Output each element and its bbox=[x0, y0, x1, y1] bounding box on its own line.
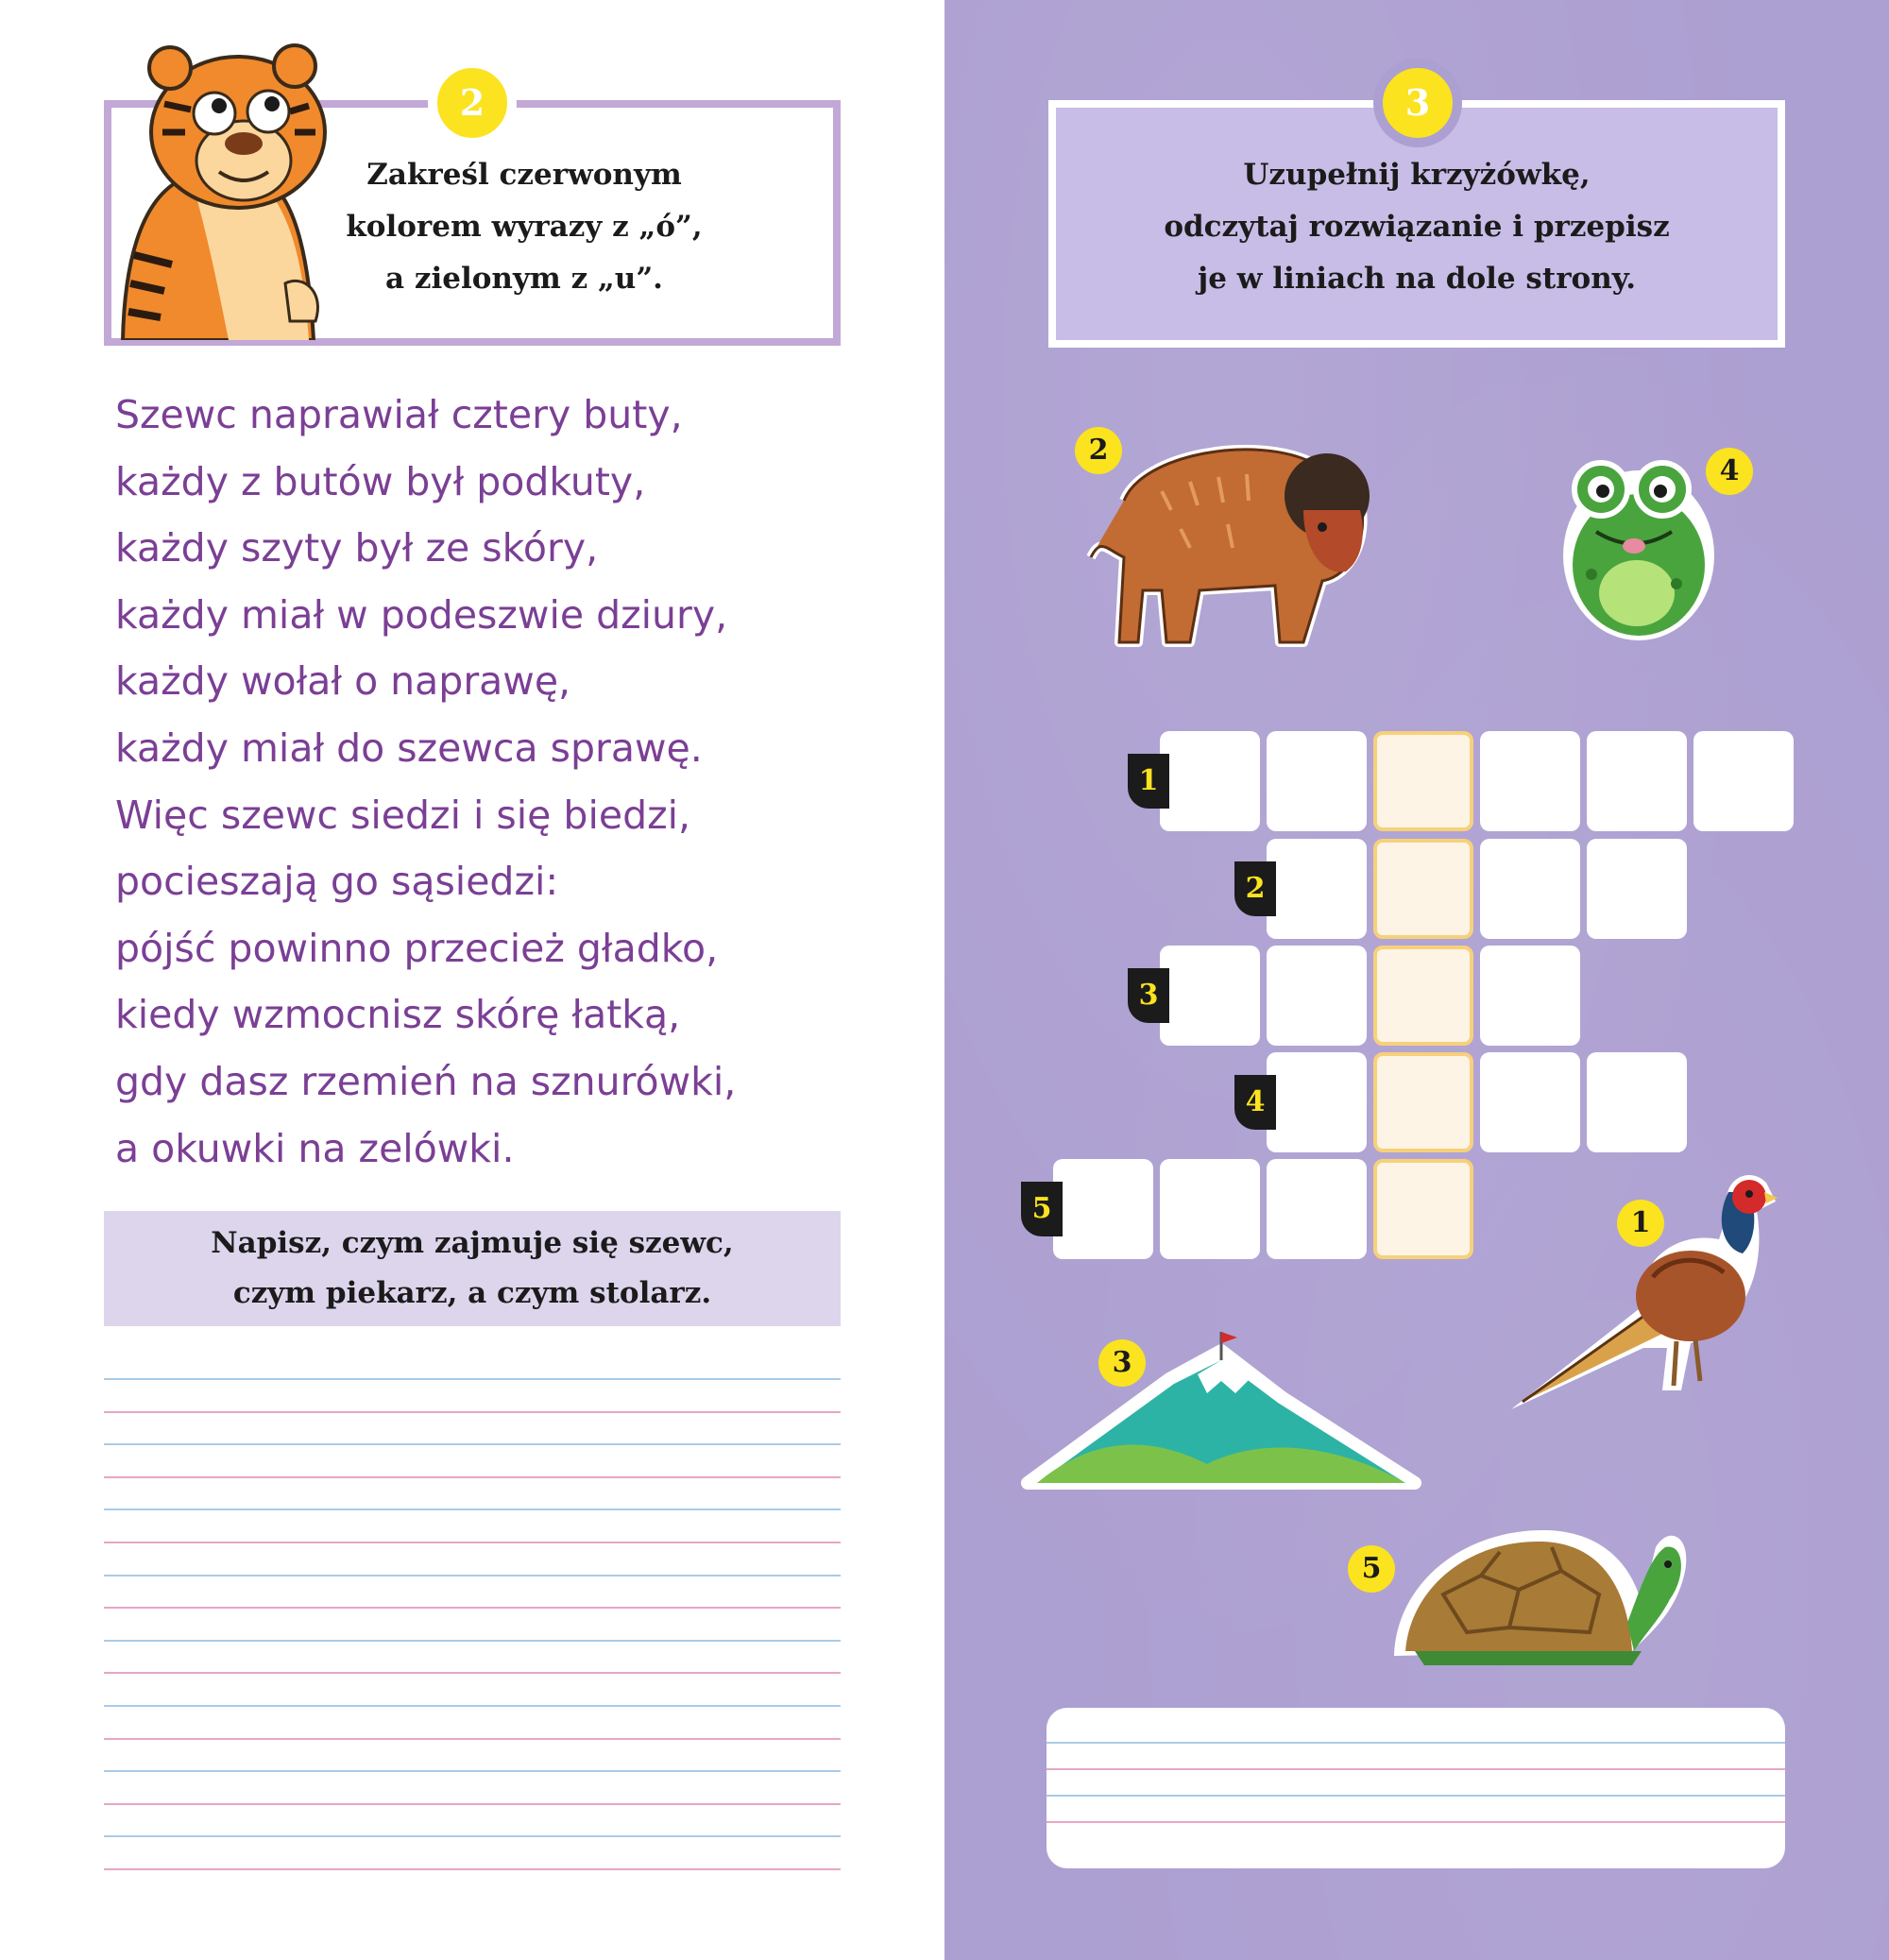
crossword-solution-cell[interactable] bbox=[1373, 1159, 1473, 1259]
writing-line bbox=[104, 1443, 841, 1445]
left-page bbox=[0, 0, 944, 1960]
crossword-cell[interactable] bbox=[1267, 731, 1367, 831]
writing-line bbox=[104, 1378, 841, 1380]
picture-number: 1 bbox=[1617, 1200, 1664, 1247]
writing-line bbox=[104, 1672, 841, 1674]
crossword-cell[interactable] bbox=[1267, 1159, 1367, 1259]
frog-icon bbox=[1554, 452, 1724, 650]
picture-number: 5 bbox=[1348, 1545, 1395, 1593]
poem-line: gdy dasz rzemień na sznurówki, bbox=[115, 1058, 737, 1104]
mountain-icon bbox=[1018, 1322, 1424, 1502]
crossword-cell[interactable] bbox=[1267, 839, 1367, 939]
crossword-cell[interactable] bbox=[1160, 1159, 1260, 1259]
crossword-cell[interactable] bbox=[1480, 946, 1580, 1046]
crossword-row-number: 1 bbox=[1128, 754, 1169, 809]
instruction-line: je w liniach na dole strony. bbox=[1197, 262, 1636, 296]
poem-line: pocieszają go sąsiedzi: bbox=[115, 859, 559, 905]
right-page bbox=[944, 0, 1889, 1960]
writing-line bbox=[104, 1411, 841, 1413]
answer-line bbox=[1047, 1742, 1785, 1744]
exercise-number-badge: 3 bbox=[1373, 59, 1462, 147]
writing-line bbox=[104, 1640, 841, 1642]
crossword-solution-cell[interactable] bbox=[1373, 1052, 1473, 1152]
writing-line bbox=[104, 1508, 841, 1510]
poem-line: Szewc naprawiał cztery buty, bbox=[115, 392, 683, 437]
poem-line: każdy miał do szewca sprawę. bbox=[115, 724, 703, 771]
writing-line bbox=[104, 1835, 841, 1837]
crossword-row-number: 2 bbox=[1234, 861, 1276, 916]
writing-line bbox=[104, 1476, 841, 1478]
poem-line: kiedy wzmocnisz skórę łatką, bbox=[115, 992, 681, 1038]
answer-line bbox=[1047, 1795, 1785, 1797]
poem-line: każdy miał w podeszwie dziury, bbox=[115, 591, 728, 638]
writing-line bbox=[104, 1868, 841, 1870]
answer-line bbox=[1047, 1821, 1785, 1823]
crossword-row-number: 4 bbox=[1234, 1075, 1276, 1130]
answer-line bbox=[1047, 1768, 1785, 1770]
crossword-row-number: 3 bbox=[1128, 968, 1169, 1023]
crossword-cell[interactable] bbox=[1587, 1052, 1687, 1152]
instruction-line: odczytaj rozwiązanie i przepisz bbox=[1164, 210, 1670, 244]
instruction-line: kolorem wyrazy z „ó”, bbox=[346, 210, 703, 244]
instruction-text bbox=[312, 149, 737, 305]
crossword-cell[interactable] bbox=[1480, 1052, 1580, 1152]
task-text bbox=[104, 1219, 841, 1319]
turtle-icon bbox=[1387, 1509, 1689, 1670]
crossword-cell[interactable] bbox=[1267, 946, 1367, 1046]
writing-line bbox=[104, 1803, 841, 1805]
picture-number: 4 bbox=[1706, 448, 1753, 495]
instruction-line: Zakreśl czerwonym bbox=[366, 158, 682, 192]
crossword-solution-cell[interactable] bbox=[1373, 946, 1473, 1046]
poem-line: Więc szewc siedzi i się biedzi, bbox=[115, 792, 691, 838]
crossword-cell[interactable] bbox=[1053, 1159, 1153, 1259]
writing-line bbox=[104, 1705, 841, 1707]
crossword-cell[interactable] bbox=[1480, 731, 1580, 831]
writing-line bbox=[104, 1770, 841, 1772]
crossword-cell[interactable] bbox=[1480, 839, 1580, 939]
crossword-cell[interactable] bbox=[1160, 731, 1260, 831]
poem-line: każdy wołał o naprawę, bbox=[115, 658, 571, 705]
crossword-solution-cell[interactable] bbox=[1373, 731, 1473, 831]
answer-writing-box[interactable] bbox=[1047, 1708, 1785, 1868]
poem-line: a okuwki na zelówki. bbox=[115, 1125, 515, 1171]
writing-line bbox=[104, 1575, 841, 1577]
task-line: czym piekarz, a czym stolarz. bbox=[232, 1276, 712, 1310]
crossword-cell[interactable] bbox=[1160, 946, 1260, 1046]
instruction-line: a zielonym z „u”. bbox=[385, 262, 663, 296]
task-line: Napisz, czym zajmuje się szewc, bbox=[211, 1226, 734, 1260]
crossword-cell[interactable] bbox=[1267, 1052, 1367, 1152]
task-bar bbox=[104, 1211, 841, 1326]
bison-icon bbox=[1086, 416, 1379, 652]
poem-line: każdy szyty był ze skóry, bbox=[115, 525, 599, 571]
writing-line bbox=[104, 1738, 841, 1740]
tiger-icon bbox=[106, 38, 332, 340]
instruction-line: Uzupełnij krzyżówkę, bbox=[1243, 158, 1591, 192]
picture-number: 3 bbox=[1098, 1339, 1146, 1387]
crossword-cell[interactable] bbox=[1693, 731, 1794, 831]
writing-line bbox=[104, 1607, 841, 1609]
crossword-solution-cell[interactable] bbox=[1373, 839, 1473, 939]
poem-line: pójść powinno przecież gładko, bbox=[115, 925, 719, 971]
instruction-text bbox=[1077, 149, 1757, 305]
writing-line bbox=[104, 1542, 841, 1543]
exercise-number-badge: 2 bbox=[428, 59, 517, 147]
poem bbox=[115, 382, 852, 1182]
crossword-cell[interactable] bbox=[1587, 731, 1687, 831]
poem-line: każdy z butów był podkuty, bbox=[115, 458, 646, 504]
crossword-cell[interactable] bbox=[1587, 839, 1687, 939]
picture-number: 2 bbox=[1075, 427, 1122, 474]
crossword-row-number: 5 bbox=[1021, 1182, 1063, 1236]
